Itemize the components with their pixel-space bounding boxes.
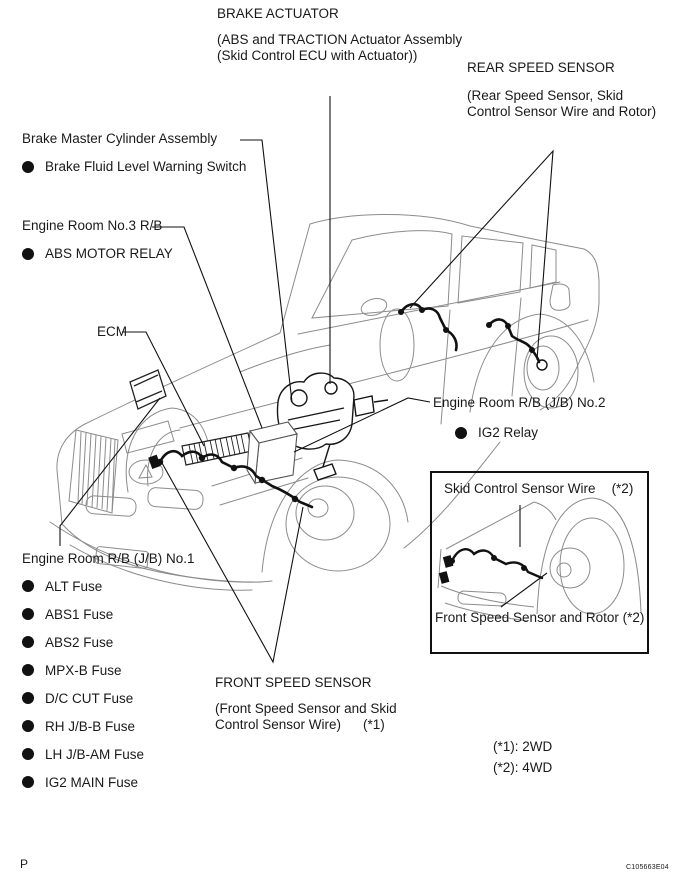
callout-engine-room-rb-no2 [433,395,606,440]
junction-box-no1 [130,370,166,409]
callout-subtext: (Skid Control ECU with Actuator)) [217,48,418,63]
fuse-item [22,600,195,628]
bullet-dot [22,776,34,788]
callout-title: FRONT SPEED SENSOR [215,675,372,690]
inset-bottom-label: Front Speed Sensor and Rotor (*2) [435,610,645,625]
bullet-dot [22,748,34,760]
callout-title: ECM [97,324,127,339]
callout-title: BRAKE ACTUATOR [217,6,339,21]
callout-title: Brake Master Cylinder Assembly [22,131,218,146]
bullet-dot [22,608,34,620]
bullet-dot [22,720,34,732]
footnotes [493,736,552,778]
callout-engine-room-rb-no1 [22,551,195,796]
callout-subtext-line: Control Sensor Wire) [215,717,342,732]
bullet-dot [455,427,467,439]
ecm-unit [182,433,252,465]
callout-rear-speed-sensor [467,60,656,120]
bullet-label: IG2 Relay [478,425,539,440]
fuse-label: ABS2 Fuse [45,634,114,650]
bullet-dot [22,580,34,592]
front-wheel [286,477,390,571]
bullet-dot [22,664,34,676]
fuse-list [22,572,195,796]
fuse-label: IG2 MAIN Fuse [45,774,139,790]
callout-engine-room-no3-rb [22,218,173,261]
grille [69,430,118,513]
footnote-line: (*1): 2WD [493,739,553,754]
bullet-item [455,425,606,440]
fuse-label: RH J/B-B Fuse [45,718,136,734]
fuse-item [22,712,195,740]
rear-speed-sensor-wires [398,304,547,370]
footnote-ref: (*1) [363,717,385,732]
callout-subtext [215,717,397,733]
footer-figure-code: C105663E04 [626,864,669,871]
callout-title: Engine Room R/B (J/B) No.2 [433,395,606,410]
inset-box [430,471,649,654]
bullet-dot [22,692,34,704]
fuse-item [22,572,195,600]
fuse-item [22,656,195,684]
callout-subtext: Control Sensor Wire and Rotor) [467,104,657,119]
fuse-label: D/C CUT Fuse [45,690,134,706]
inset-top-note: (*2) [611,481,634,496]
callout-brake-actuator [217,6,462,64]
callout-title: Engine Room No.3 R/B [22,218,163,233]
bullet-dot [22,161,34,173]
fuse-label: LH J/B-AM Fuse [45,746,145,762]
callout-title: REAR SPEED SENSOR [467,60,615,75]
fuse-label: ALT Fuse [45,578,103,594]
bullet-item [22,246,173,261]
callout-front-speed-sensor [215,675,397,733]
fuse-label: MPX-B Fuse [45,662,122,678]
inset-top-text: Skid Control Sensor Wire [444,481,596,496]
fuse-label: ABS1 Fuse [45,606,114,622]
footnote-line: (*2): 4WD [493,760,553,775]
bullet-item [22,159,246,174]
fuse-item [22,684,195,712]
footer-page-marker: P [20,857,29,871]
callout-ecm [97,324,127,339]
bullet-dot [22,636,34,648]
fuse-item [22,740,195,768]
inset-top-label [444,481,633,496]
fuse-item [22,628,195,656]
bullet-label: Brake Fluid Level Warning Switch [45,159,247,174]
bullet-dot [22,248,34,260]
callout-subtext: (Rear Speed Sensor, Skid [467,88,624,103]
fuse-item [22,768,195,796]
callout-subtext: (ABS and TRACTION Actuator Assembly [217,32,463,47]
callout-brake-master-cylinder [22,131,246,174]
bullet-label: ABS MOTOR RELAY [45,246,173,261]
callout-subtext: (Front Speed Sensor and Skid [215,701,397,716]
callout-title: Engine Room R/B (J/B) No.1 [22,551,195,566]
